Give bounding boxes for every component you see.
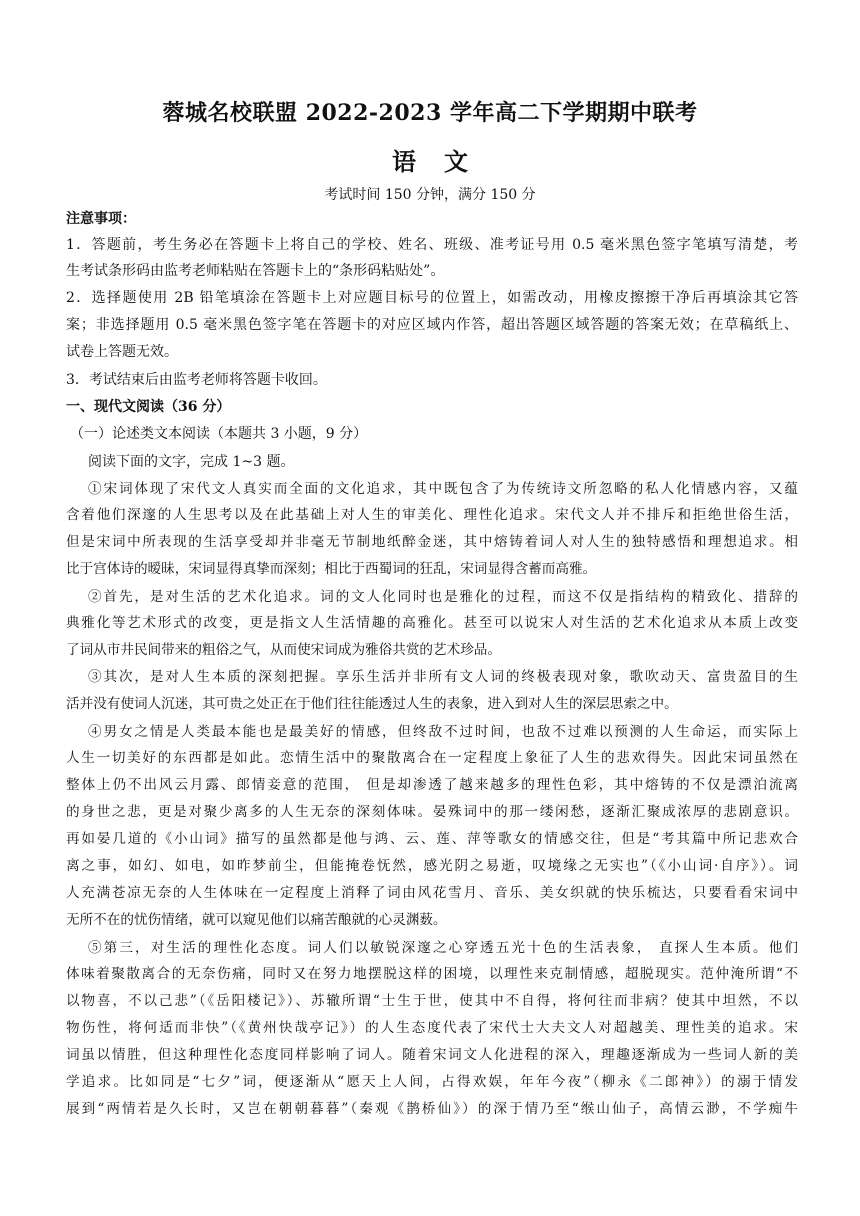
passage-line: ②首先，是对生活的艺术化追求。词的文人化同时也是雅化的过程，而这不仅是指结构的精致化、措辞的: [88, 589, 798, 605]
passage-line: 展到“两情若是久长时，又岂在朝朝暮暮”（秦观《鹊桥仙》）的深于情乃至“缑山仙子，高情云渺，不学痴牛: [66, 1101, 798, 1117]
notice-line: 2．选择题使用 2B 铅笔填涂在答题卡上对应题目标号的位置上，如需改动，用橡皮擦擦干净后再填涂其它答: [66, 290, 798, 306]
notice-heading: 注意事项：: [66, 211, 136, 227]
passage-line: ①宋词体现了宋代文人真实而全面的文化追求，其中既包含了为传统诗文所忽略的私人化情感内容，又蕴: [88, 481, 798, 497]
notice-line: 1．答题前，考生务必在答题卡上将自己的学校、姓名、班级、准考证号用 0.5 毫米黑色签字笔填写清楚，考: [66, 237, 798, 253]
passage-line: 比于宫体诗的暧昧，宋词显得真挚而深刻；相比于西蜀词的狂乱，宋词显得含蓄而高雅。: [66, 561, 597, 577]
passage-line: 词虽以情胜，但这种理性化态度同样影响了词人。随着宋词文人化进程的深入，理趣逐渐成为一些词人新的美: [66, 1047, 798, 1063]
subject-title: 语文: [392, 147, 496, 176]
notice-line: 生考试条形码由监考老师粘贴在答题卡上的“条形码粘贴处”。: [66, 263, 445, 279]
passage-line: ③其次，是对人生本质的深刻把握。享乐生活并非所有文人词的终极表现对象，歌吹动天、富贵盈目的生: [88, 669, 798, 685]
notice-line: 试卷上答题无效。: [66, 344, 178, 360]
passage-line: 学追求。比如同是“七夕”词，便逐渐从“愿天上人间，占得欢娱，年年今夜”（柳永《二郎神》）的溺于情发: [66, 1074, 798, 1090]
exam-title: 蓉城名校联盟 2022-2023 学年高二下学期期中联考: [162, 100, 698, 126]
passage-line: 人生一切美好的东西都是如此。恋情生活中的聚散离合在一定程度上象征了人生的悲欢得失。因此宋词虽然在: [66, 750, 798, 766]
exam-timing: 考试时间 150 分钟，满分 150 分: [324, 187, 536, 203]
passage-line: 整体上仍不出风云月露、郎情妾意的范围， 但是却渗透了越来越多的理性色彩，其中熔铸的不仅是漂泊流离: [66, 777, 798, 793]
passage-line: 典雅化等艺术形式的改变，更是指文人生活情趣的高雅化。甚至可以说宋人对生活的艺术化追求从本质上改变: [66, 615, 798, 631]
passage-line: 物伤性，将何适而非快”（《黄州快哉亭记》）的人生态度代表了宋代士大夫文人对超越美、理性美的追求。宋: [66, 1020, 798, 1036]
passage-line: 体味着聚散离合的无奈伤痛，同时又在努力地摆脱这样的困境，以理性来克制情感，超脱现实。范仲淹所谓“不: [66, 966, 798, 982]
passage-line: 再如晏几道的《小山词》描写的虽然都是他与鸿、云、莲、萍等歌女的情感交往，但是“考其篇中所记悲欢合: [66, 831, 798, 847]
passage-line: 离之事，如幻、如电，如昨梦前尘，但能掩卷怃然，感光阴之易逝，叹境缘之无实也”（《小山词·自序》）。词: [66, 858, 798, 874]
passage-line: 以物喜，不以己悲”（《岳阳楼记》）、苏辙所谓“士生于世，使其中不自得，将何往而非病？使其中坦然，不以: [66, 993, 798, 1009]
reading-instruction: 阅读下面的文字，完成 1~3 题。: [88, 454, 295, 470]
passage-line: 活并没有使词人沉迷，其可贵之处正在于他们往往能透过人生的表象，进入到对人生的深层思索之中。: [66, 696, 678, 712]
notice-line: 3．考试结束后由监考老师将答题卡收回。: [66, 372, 327, 388]
passage-line: 但是宋词中所表现的生活享受却并非毫无节制地纸醉金迷，其中熔铸着词人对人生的独特感悟和理想追求。相: [66, 534, 798, 550]
passage-line: 无所不在的忧伤情绪，就可以窥见他们以痛苦酿就的心灵渊薮。: [66, 912, 447, 928]
sub-section-heading: （一）论述类文本阅读（本题共 3 小题，9 分）: [70, 426, 368, 442]
passage-line: 含着他们深邃的人生思考以及在此基础上对人生的审美化、理性化追求。宋代文人并不排斥和拒绝世俗生活，: [66, 507, 798, 523]
passage-line: 的身世之悲，更是对聚少离多的人生无奈的深刻体味。晏殊词中的那一缕闲愁，逐渐汇聚成浓厚的悲剧意识。: [66, 804, 798, 820]
passage-line: 了词从市井民间带来的粗俗之气，从而使宋词成为雅俗共赏的艺术珍品。: [66, 642, 501, 658]
passage-line: 人充满苍凉无奈的人生体味在一定程度上消释了词由风花雪月、音乐、美女织就的快乐梳达，只要看看宋词中: [66, 885, 798, 901]
passage-line: ⑤第三，对生活的理性化态度。词人们以敏锐深邃之心穿透五光十色的生活表象， 直探人生本质。他们: [88, 940, 798, 956]
section-heading: 一、现代文阅读（36 分）: [66, 399, 231, 415]
passage-line: ④男女之情是人类最本能也是最美好的情感，但终敌不过时间，也敌不过难以预测的人生命运，而实际上: [88, 724, 798, 740]
notice-line: 案；非选择题用 0.5 毫米黑色签字笔在答题卡的对应区域内作答，超出答题区域答题的答案无效；在草稿纸上、: [66, 317, 798, 333]
